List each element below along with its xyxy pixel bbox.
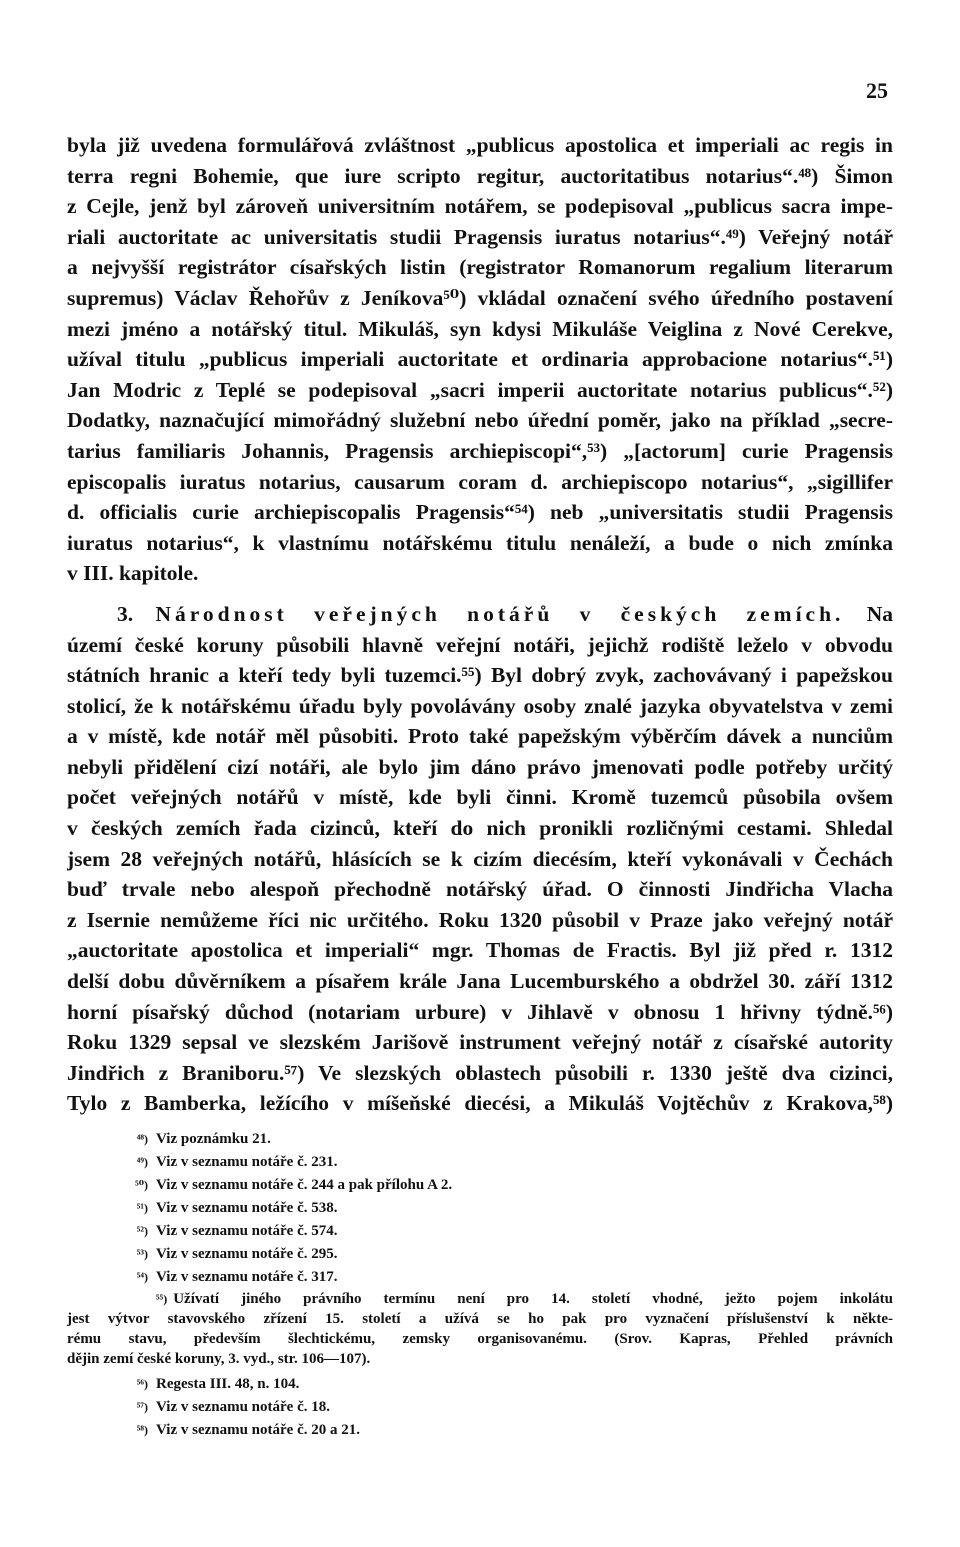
footnote-text: Regesta III. 48, n. 104. [156,1376,300,1392]
footnote-number: ⁵⁵) [156,1292,168,1306]
text-line: Jan Modric z Teplé se podepisoval „sacri imperii auctoritate notarius publicus“.⁵²) [67,377,893,402]
text-line: a v místě, kde notář měl působiti. Proto také papežským výběrčím dávek a nunciům [67,724,893,749]
text-line: iuratus notarius“, k vlastnímu notářskému titulu nenáleží, a bude o nich zmínka [67,530,893,555]
footnote-line: jest výtvor stavovského zřízení 15. století a užívá se ho pak pro vyznačení příslušenství k někte- [67,1311,893,1327]
text-line: terra regni Bohemie, que iure scripto regitur, auctoritatibus notarius“.⁴⁸) Šimon [67,163,893,188]
footnote-number: ⁵¹) [136,1201,148,1215]
footnote-text: Viz v seznamu notáře č. 295. [156,1246,338,1262]
text-line: stolicí, že k notářskému úřadu byly povolávány osoby znalé jazyka obyvatelstva v zemi [67,693,893,718]
text-line: počet veřejných notářů v místě, kde byli činni. Kromě tuzemců působila ovšem [67,785,893,810]
text-line: Roku 1329 sepsal ve slezském Jarišově instrument veřejný notář z císařské autority [67,1030,893,1055]
text-line: tarius familiaris Johannis, Pragensis archiepiscopi“,⁵³) „[actorum] curie Pragensis [67,438,893,463]
footnote-text: Viz v seznamu notáře č. 574. [156,1223,338,1239]
footnote-line: dějin zemí české koruny, 3. vyd., str. 106—107). [67,1351,371,1367]
paragraph-2 [67,599,893,1119]
footnote-text: Viz poznámku 21. [156,1131,271,1147]
footnote [67,1373,893,1396]
footnote-line [67,1289,893,1309]
text-line: byla již uvedena formulářová zvláštnost „publicus apostolica et imperiali ac regis in [67,133,893,157]
footnote [67,1174,893,1197]
footnote [67,1197,893,1220]
footnote-number: ⁵³) [136,1247,148,1261]
text-line: užíval titulu „publicus imperiali auctoritate et ordinaria approbacione notarius“.⁵¹) [67,347,893,372]
text-line: mezi jméno a notářský titul. Mikuláš, syn kdysi Mikuláše Veiglina z Nové Cerekve, [67,316,893,341]
footnote-text: Viz v seznamu notáře č. 317. [156,1269,338,1285]
text-line: v českých zemích řada cizinců, kteří do nich pronikli rozličnými cestami. Shledal [67,816,893,841]
footnote [67,1243,893,1266]
footnote-text: Viz v seznamu notáře č. 244 a pak přílohu A 2. [156,1177,453,1193]
footnote-55 [67,1289,893,1369]
paragraph-1 [67,130,893,589]
text-line: v III. kapitole. [67,561,199,586]
text-fragment: Na [866,601,893,626]
footnote-text: Viz v seznamu notáře č. 538. [156,1200,338,1216]
footnote [67,1220,893,1243]
text-line: supremus) Václav Řehořův z Jeníkova⁵⁰) vkládal označení svého úředního postavení [67,285,893,310]
text-line: d. officialis curie archiepiscopalis Pragensis“⁵⁴) neb „universitatis studii Pragensis [67,500,893,525]
text-line: státních hranic a kteří tedy byli tuzemci.⁵⁵) Byl dobrý zvyk, zachovávaný i papežskou [67,663,893,688]
footnote [67,1396,893,1419]
text-line: delší dobu důvěrníkem a písařem krále Jana Lucemburského a obdržel 30. září 1312 [67,969,893,994]
text-line: episcopalis iuratus notarius, causarum coram d. archiepiscopo notarius“, „sigillifer [67,469,893,494]
text-line: a nejvyšší registrátor císařských listin (registrator Romanorum regalium literarum [67,255,893,280]
footnote-text: Viz v seznamu notáře č. 18. [156,1399,330,1415]
section-heading: Národnost veřejných notářů v českých zemích. [155,601,845,626]
footnote-text: Viz v seznamu notáře č. 20 a 21. [156,1422,360,1438]
footnote [67,1128,893,1151]
footnote-number: ⁵²) [136,1224,148,1238]
text-line: nebyli přidělení cizí notáři, ale bylo jim dáno právo jmenovati podle potřeby určitý [67,754,893,779]
text-line: „auctoritate apostolica et imperiali“ mgr. Thomas de Fractis. Byl již před r. 1312 [67,938,893,963]
footnote-text: Užívatí jiného právního termínu není pro 14. století vhodné, ježto pojem inkolátu [173,1291,893,1307]
text-line: z Isernie nemůžeme říci nic určitého. Roku 1320 působil v Praze jako veřejný notář [67,907,893,932]
footnote [67,1151,893,1174]
text-line: z Cejle, jenž byl zároveň universitním notářem, se podepisoval „publicus sacra impe- [67,194,893,219]
text-line: Jindřich z Braniboru.⁵⁷) Ve slezských oblastech působili r. 1330 ještě dva cizinci, [67,1060,893,1085]
text-line: buď trvale nebo alespoň přechodně notářský úřad. O činnosti Jindřicha Vlacha [67,877,893,902]
text-line: Dodatky, naznačující mimořádný služební nebo úřední poměr, jako na příklad „secre- [67,408,893,433]
footnote [67,1419,893,1442]
text-line: území české koruny působili hlavně veřejní notáři, jejichž rodiště leželo v obvodu [67,632,893,657]
page-number: 25 [866,78,888,103]
footnote-number: ⁵⁸) [136,1423,148,1437]
section-number: 3. [117,601,134,626]
main-text [67,130,893,1119]
footnote-number: ⁵⁰) [135,1178,148,1192]
footnote-text: Viz v seznamu notáře č. 231. [156,1154,338,1170]
text-line: riali auctoritate ac universitatis studii Pragensis iuratus notarius“.⁴⁹) Veřejný notář [67,224,893,249]
footnote-number: ⁵⁷) [136,1400,148,1414]
text-line: jsem 28 veřejných notářů, hlásících se k cizím diecésím, kteří vykonávali v Čechách [67,846,893,871]
footnote-number: ⁵⁶) [136,1377,148,1391]
text-line: Tylo z Bamberka, ležícího v míšeňské diecési, a Mikuláš Vojtěchův z Krakova,⁵⁸) [67,1091,893,1116]
footnote [67,1266,893,1289]
footnote-number: ⁴⁹) [136,1155,148,1169]
section-heading-line [67,599,893,630]
text-line: horní písařský důchod (notariam urbure) v Jihlavě v obnosu 1 hřivny týdně.⁵⁶) [67,999,893,1024]
footnotes [67,1128,893,1442]
footnote-number: ⁴⁸) [136,1132,148,1146]
footnote-line: rému stavu, především šlechtickému, zemsky organisovanému. (Srov. Kapras, Přehled právních [67,1331,893,1347]
footnote-number: ⁵⁴) [136,1270,148,1284]
